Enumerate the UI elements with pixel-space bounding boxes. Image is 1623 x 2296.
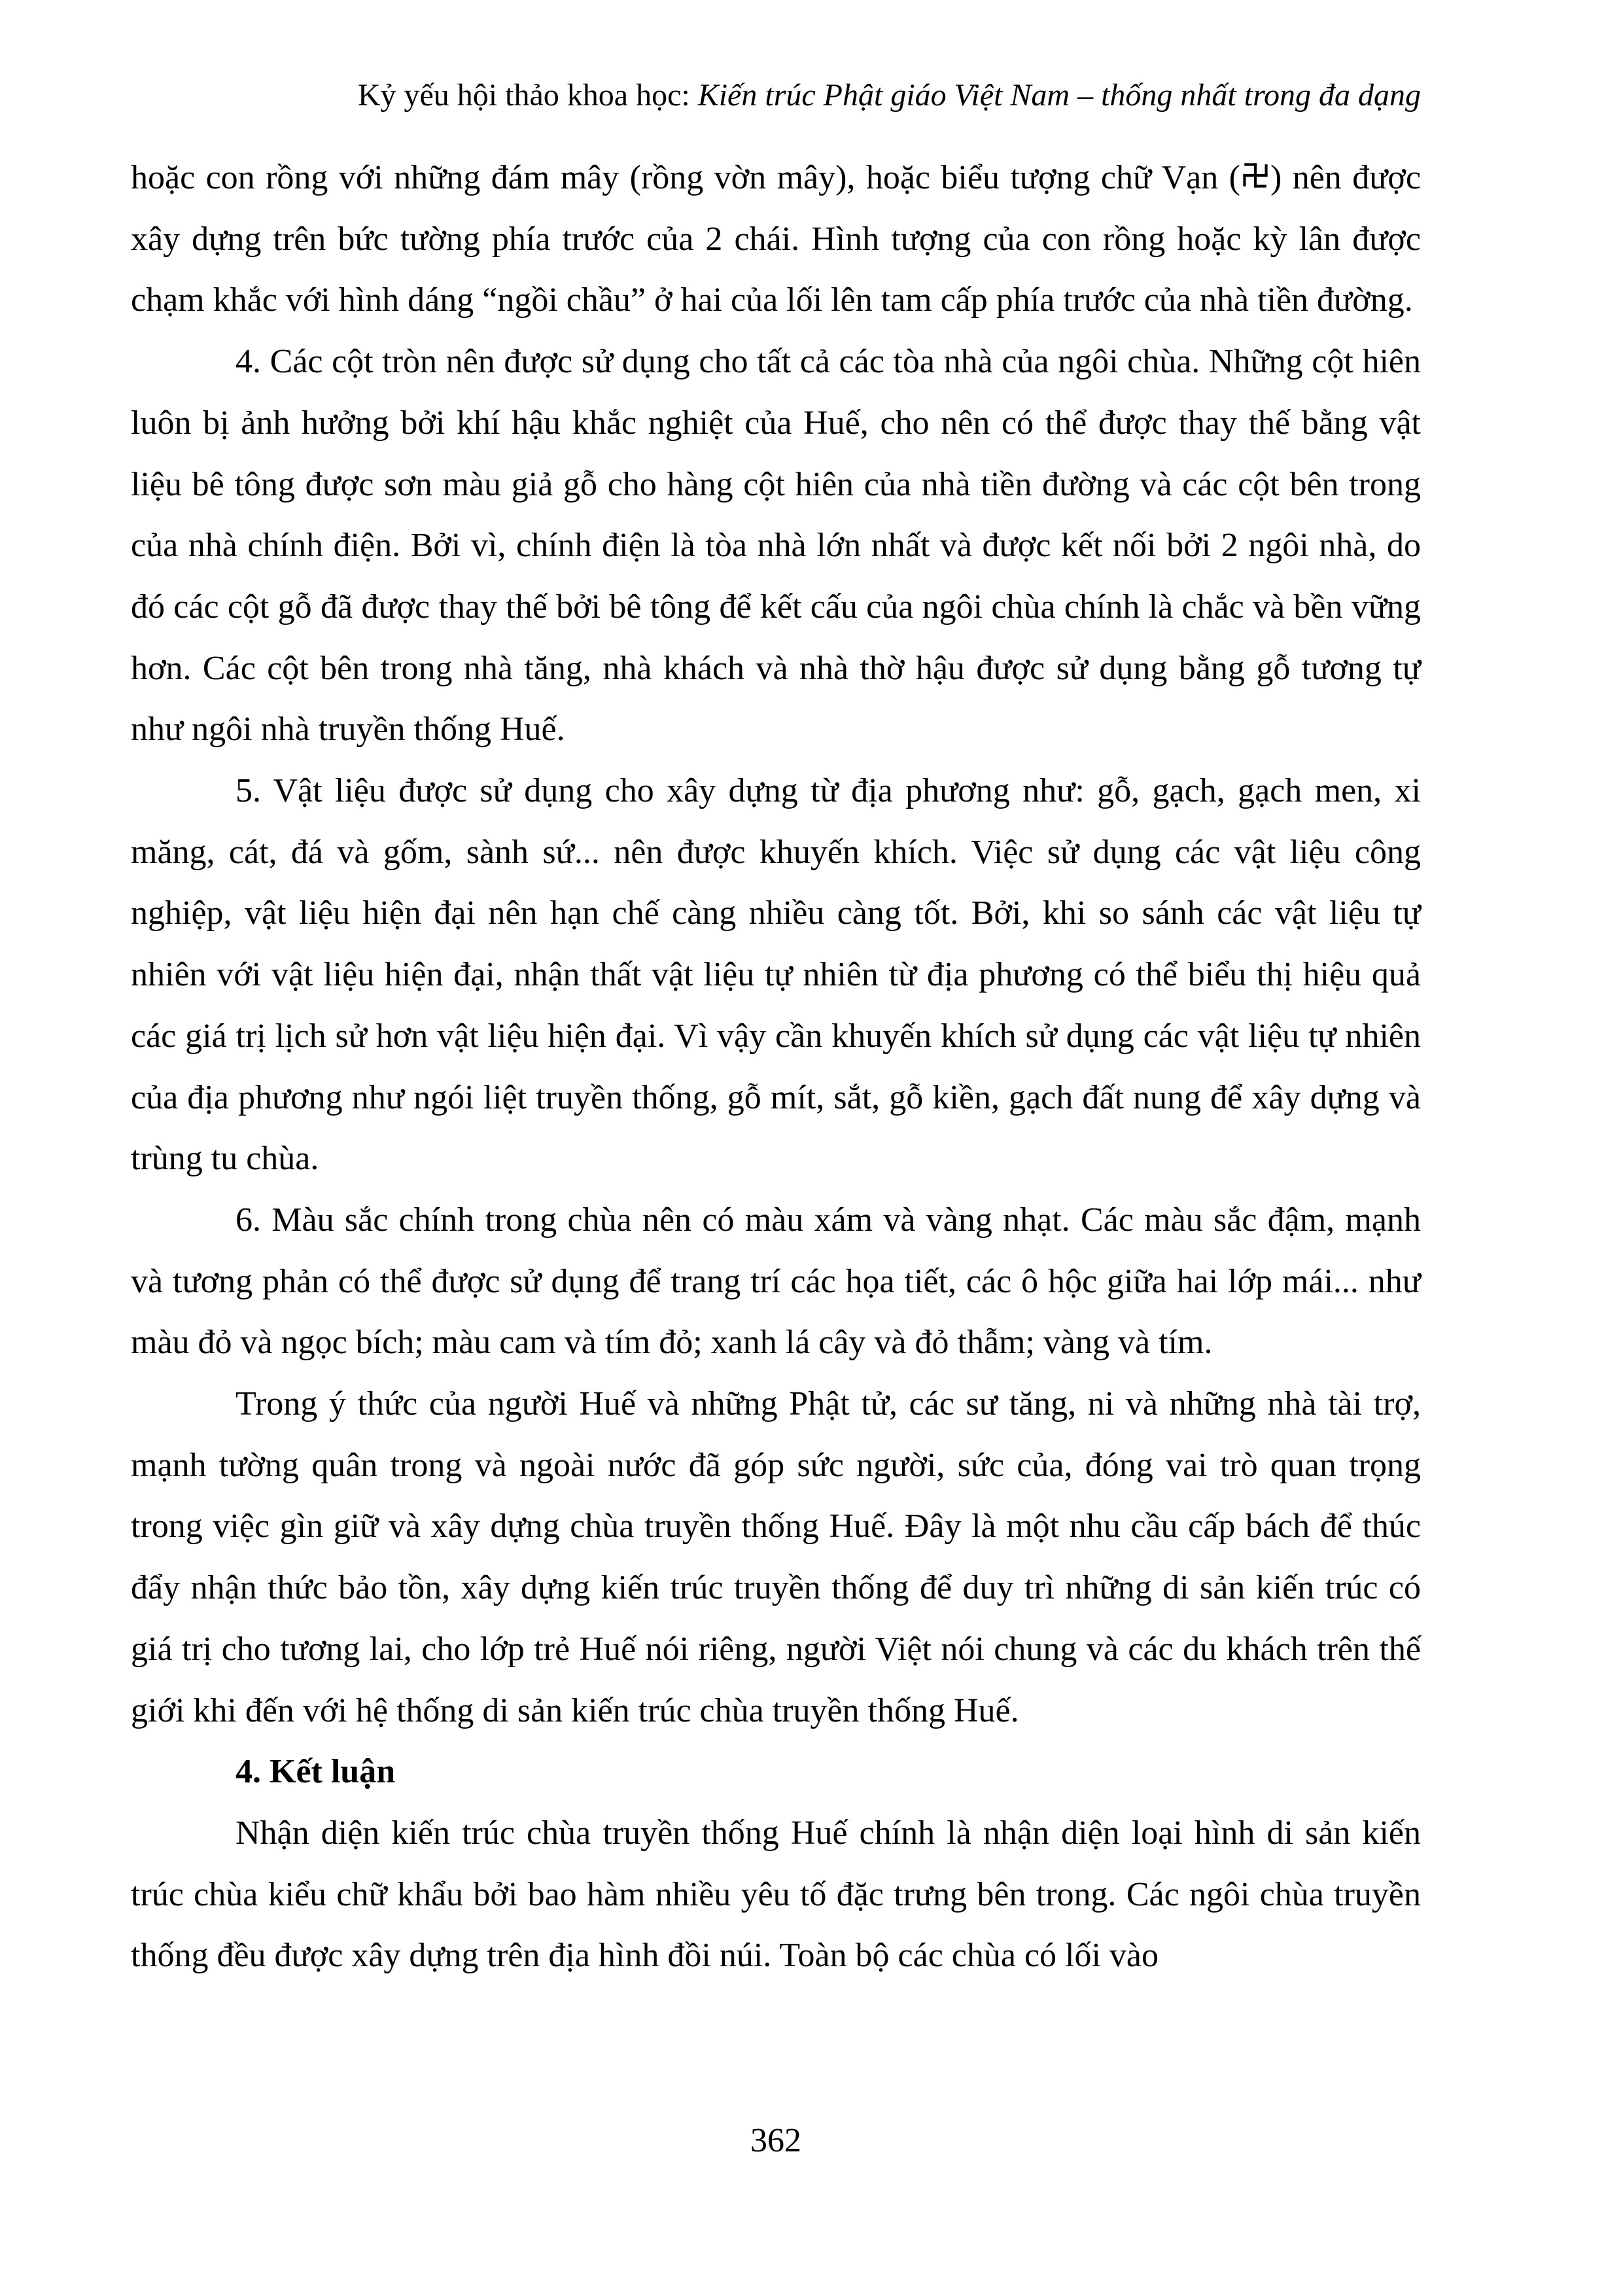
paragraph-continuation: [131, 147, 1421, 331]
document-body: [131, 147, 1421, 1987]
section-heading: 4. Kết luận: [236, 1753, 396, 1791]
page-number: 362: [750, 2122, 801, 2159]
paragraph-awareness: Trong ý thức của người Huế và những Phật tử, các sư tăng, ni và những nhà tài trợ, mạnh tường quân trong và ngoài nước đã góp sức người, sức của, đóng vai trò quan trọng trong việc gìn giữ và xây dựng chùa truyền thống Huế. Đây là một nhu cầu cấp bách để thúc đẩy nhận thức bảo tồn, xây dựng kiến trúc truyền thống để duy trì những di sản kiến trúc có giá trị cho tương lai, cho lớp trẻ Huế nói riêng, người Việt nói chung và các du khách trên thế giới khi đến với hệ thống di sản kiến trúc chùa truyền thống Huế.: [131, 1385, 1421, 1729]
running-header: [131, 76, 1421, 115]
paragraph-columns: 4. Các cột tròn nên được sử dụng cho tất cả các tòa nhà của ngôi chùa. Những cột hiên luôn bị ảnh hưởng bởi khí hậu khắc nghiệt của Huế, cho nên có thể được thay thế bằng vật liệu bê tông được sơn màu giả gỗ cho hàng cột hiên của nhà tiền đường và các cột bên trong của nhà chính điện. Bởi vì, chính điện là tòa nhà lớn nhất và được kết nối bởi 2 ngôi nhà, do đó các cột gỗ đã được thay thế bởi bê tông để kết cấu của ngôi chùa chính là chắc và bền vững hơn. Các cột bên trong nhà tăng, nhà khách và nhà thờ hậu được sử dụng bằng gỗ tương tự như ngôi nhà truyền thống Huế.: [131, 343, 1421, 749]
paragraph-colors: 6. Màu sắc chính trong chùa nên có màu xám và vàng nhạt. Các màu sắc đậm, mạnh và tương phản có thể được sử dụng để trang trí các họa tiết, các ô hộc giữa hai lớp mái... như màu đỏ và ngọc bích; màu cam và tím đỏ; xanh lá cây và đỏ thẫm; vàng và tím.: [131, 1201, 1421, 1362]
header-title: Kiến trúc Phật giáo Việt Nam – thống nhất trong đa dạng: [697, 78, 1421, 113]
paragraph-materials: 5. Vật liệu được sử dụng cho xây dựng từ địa phương như: gỗ, gạch, gạch men, xi măng, cát, đá và gốm, sành sứ... nên được khuyến khích. Việc sử dụng các vật liệu công nghiệp, vật liệu hiện đại nên hạn chế càng nhiều càng tốt. Bởi, khi so sánh các vật liệu tự nhiên với vật liệu hiện đại, nhận thất vật liệu tự nhiên từ địa phương có thể biểu thị hiệu quả các giá trị lịch sử hơn vật liệu hiện đại. Vì vậy cần khuyến khích sử dụng các vật liệu tự nhiên của địa phương như ngói liệt truyền thống, gỗ mít, sắt, gỗ kiền, gạch đất nung để xây dựng và trùng tu chùa.: [131, 772, 1421, 1178]
paragraph-conclusion: Nhận diện kiến trúc chùa truyền thống Huế chính là nhận diện loại hình di sản kiến trúc chùa kiểu chữ khẩu bởi bao hàm nhiều yêu tố đặc trưng bên trong. Các ngôi chùa truyền thống đều được xây dựng trên địa hình đồi núi. Toàn bộ các chùa có lối vào: [131, 1814, 1421, 1975]
paragraph-continuation-before: hoặc con rồng với những đám mây (rồng vờn mây), hoặc biểu tượng chữ Vạn (: [131, 159, 1240, 196]
paragraph-continuation-after: ) nên được xây dựng trên bức tường phía trước của 2 chái. Hình tượng của con rồng hoặc kỳ lân được chạm khắc với hình dáng “ngồi chầu” ở hai của lối lên tam cấp phía trước của nhà tiền đường.: [131, 159, 1421, 319]
header-prefix: Kỷ yếu hội thảo khoa học:: [357, 78, 698, 113]
swastika-wan-icon: [1240, 160, 1270, 190]
